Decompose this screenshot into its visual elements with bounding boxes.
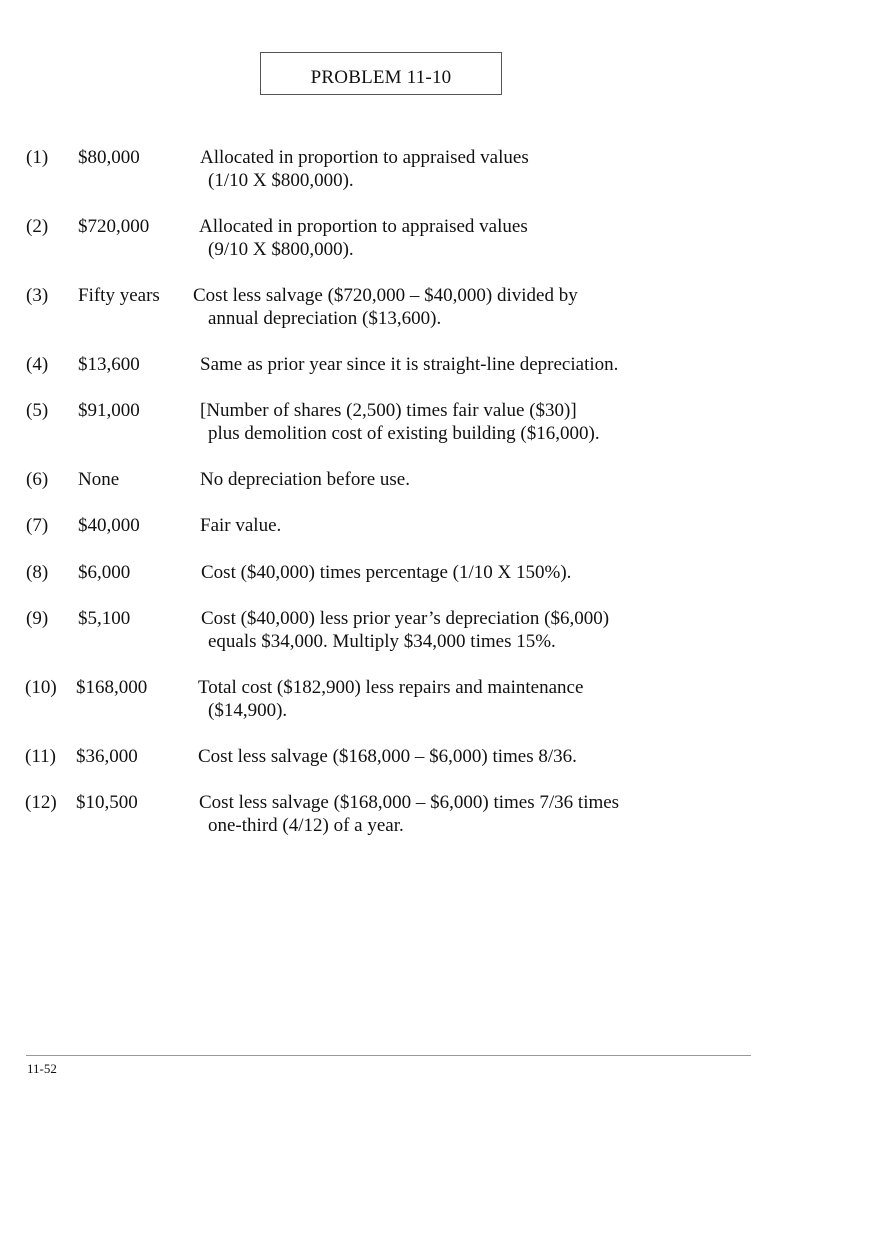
item-value: $91,000 (78, 400, 140, 421)
explanation-line-1: [Number of shares (2,500) times fair value ($30)] (200, 400, 577, 421)
item-number: (12) (25, 792, 57, 813)
explanation-line-1: Allocated in proportion to appraised values (200, 147, 529, 168)
explanation-line-2: ($14,900). (208, 700, 288, 721)
item-value: $6,000 (78, 562, 131, 583)
item-value: $720,000 (78, 216, 150, 237)
item-value: $5,100 (78, 608, 131, 629)
explanation-line-2: equals $34,000. Multiply $34,000 times 15%. (208, 631, 556, 652)
item-value: $36,000 (76, 746, 138, 767)
item-number: (10) (25, 677, 57, 698)
item-explanation (200, 353, 618, 376)
item-explanation (198, 745, 577, 768)
item-value: $40,000 (78, 515, 140, 536)
item-explanation (199, 215, 528, 261)
explanation-line-1: Cost ($40,000) times percentage (1/10 X 150%). (201, 562, 572, 583)
explanation-line-2: one-third (4/12) of a year. (208, 815, 404, 836)
explanation-line-2: (1/10 X $800,000). (208, 170, 354, 191)
explanation-line-1: Fair value. (200, 515, 282, 536)
explanation-line-1: Same as prior year since it is straight-line depreciation. (200, 354, 619, 375)
item-number: (1) (26, 147, 49, 168)
item-number: (11) (25, 746, 56, 767)
explanation-line-1: Cost less salvage ($720,000 – $40,000) divided by (193, 285, 578, 306)
item-explanation (201, 607, 609, 653)
explanation-line-1: Cost less salvage ($168,000 – $6,000) times 7/36 times (199, 792, 620, 813)
item-number: (4) (26, 354, 49, 375)
explanation-line-2: annual depreciation ($13,600). (208, 308, 442, 329)
item-explanation (200, 514, 281, 537)
item-number: (5) (26, 400, 49, 421)
item-value: Fifty years (78, 285, 160, 306)
explanation-line-1: No depreciation before use. (200, 469, 410, 490)
item-value: $13,600 (78, 354, 140, 375)
item-explanation (200, 146, 529, 192)
item-number: (2) (26, 216, 49, 237)
problem-title: PROBLEM 11-10 (260, 52, 502, 95)
item-value: $80,000 (78, 147, 140, 168)
item-value: $168,000 (76, 677, 148, 698)
item-explanation (201, 561, 571, 584)
explanation-line-1: Cost less salvage ($168,000 – $6,000) times 8/36. (198, 746, 577, 767)
explanation-line-2: plus demolition cost of existing building ($16,000). (208, 423, 600, 444)
footer-divider (26, 1055, 751, 1056)
item-explanation (198, 676, 583, 722)
item-value: $10,500 (76, 792, 138, 813)
page-number: 11-52 (27, 1061, 57, 1076)
item-number: (6) (26, 469, 49, 490)
item-number: (9) (26, 608, 49, 629)
item-explanation (200, 468, 410, 491)
item-number: (3) (26, 285, 49, 306)
explanation-line-2: (9/10 X $800,000). (208, 239, 354, 260)
item-number: (8) (26, 562, 49, 583)
explanation-line-1: Total cost ($182,900) less repairs and maintenance (198, 677, 584, 698)
item-value: None (78, 469, 120, 490)
item-explanation (199, 791, 619, 837)
item-number: (7) (26, 515, 49, 536)
item-explanation (193, 284, 578, 330)
explanation-line-1: Allocated in proportion to appraised values (199, 216, 528, 237)
item-explanation (200, 399, 600, 445)
explanation-line-1: Cost ($40,000) less prior year’s depreciation ($6,000) (201, 608, 610, 629)
